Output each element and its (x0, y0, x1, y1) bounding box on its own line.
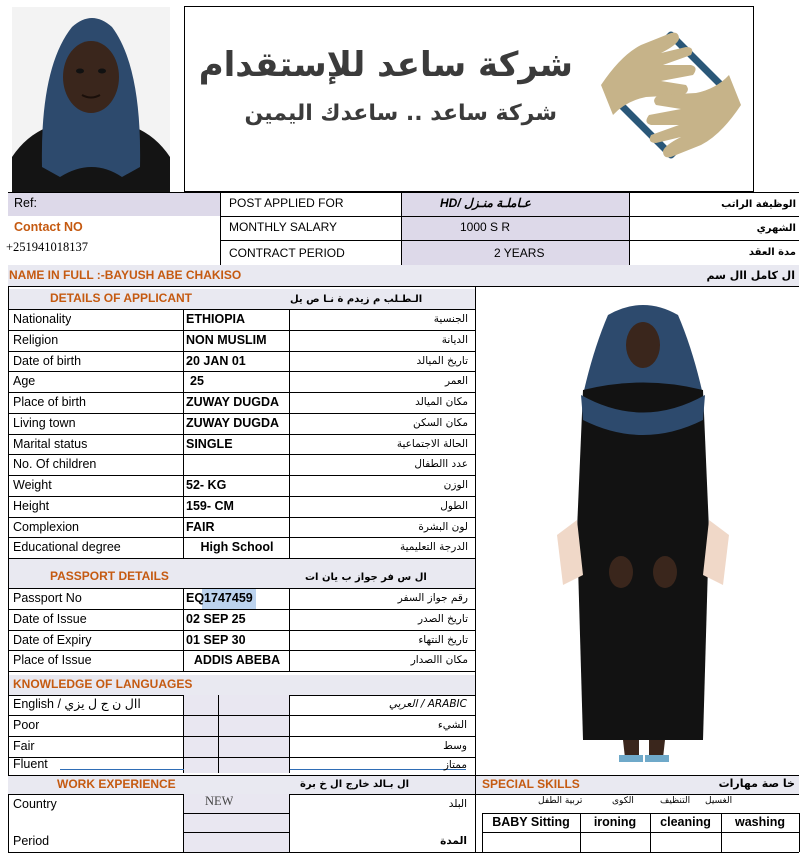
post-label: POST APPLIED FOR (229, 196, 344, 211)
details-row-label: Nationality (13, 312, 72, 326)
passport-row-label-ar: تاريخ النتهاء (418, 633, 468, 646)
work-country-ar: البلد (448, 798, 467, 811)
full-name-label-ar: ال كامل اال سم (706, 268, 795, 282)
skills-title-ar: خا صة مهارات (718, 777, 795, 791)
details-row-label-ar: الجنسية (433, 313, 468, 326)
work-period-label: Period (13, 834, 50, 849)
lang-poor-ar: الشيء (437, 718, 467, 731)
details-row-value: 52- KG (186, 478, 227, 492)
details-row-label-ar: الوزن (443, 479, 468, 492)
ref-label: Ref: (14, 196, 37, 211)
lang-fluent-label: Fluent (13, 758, 48, 772)
languages-title: KNOWLEDGE OF LANGUAGES (13, 677, 193, 692)
work-title: WORK EXPERIENCE (57, 776, 176, 791)
details-row-label: Educational degree (13, 540, 121, 555)
details-row-value: NON MUSLIM (186, 332, 267, 347)
details-row-value: ZUWAY DUGDA (186, 395, 280, 409)
passport-title: PASSPORT DETAILS (50, 569, 169, 584)
skill-ironing-ar: الكوى (612, 796, 634, 807)
details-row-label-ar: عدد االطفال (414, 458, 468, 471)
work-period-ar: المدة (440, 835, 467, 848)
details-row-label-ar: الدرجة التعليمية (399, 541, 468, 554)
skill-ironing: ironing (593, 815, 637, 830)
details-row-value: ZUWAY DUGDA (186, 415, 280, 430)
passport-row-value: 01 SEP 30 (186, 632, 246, 647)
passport-row-value: EQ1747459 (186, 589, 288, 609)
post-label-ar: الوظيفة الراتب (721, 198, 796, 210)
details-row-label-ar: مكان الميالد (415, 396, 468, 409)
arabic-label: العربي / ARABIC (388, 698, 467, 711)
skills-title: SPECIAL SKILLS (482, 776, 580, 791)
details-row-label: Height (13, 498, 50, 513)
details-row-value: FAIR (186, 519, 215, 534)
details-row-value: 159- CM (186, 498, 234, 513)
details-row-value (186, 455, 288, 475)
full-body-photo (553, 300, 733, 770)
details-row-value: 20 JAN 01 (186, 353, 246, 368)
details-row-label-ar: تاريخ الميالد (416, 354, 468, 367)
contact-phone: +251941018137 (6, 240, 89, 255)
passport-row-value: 02 SEP 25 (186, 611, 246, 626)
passport-row-value: ADDIS ABEBA (193, 653, 281, 668)
details-row-label: No. Of children (13, 457, 97, 472)
details-row-label-ar: الطول (440, 499, 468, 512)
details-row-value: 25 (190, 374, 204, 389)
salary-label-ar: الشهري (756, 222, 796, 234)
passport-title-ar: ال س فر جواز ب يان ات (305, 571, 427, 583)
passport-row-label-ar: مكان االصدار (410, 654, 468, 667)
work-title-ar: ال بـالد خارج ال خ برة (300, 779, 410, 790)
details-row-value: SINGLE (186, 436, 233, 451)
details-row-label: Weight (13, 478, 52, 492)
company-slogan-ar: شركة ساعد .. ساعدك اليمين (244, 101, 557, 126)
passport-row-label-ar: تاريخ الصدر (417, 612, 468, 625)
passport-row-label: Date of Expiry (13, 632, 92, 647)
details-row-label-ar: الديانة (441, 333, 468, 346)
contract-label-ar: مدة العقد (748, 246, 796, 258)
passport-row-label: Date of Issue (13, 611, 87, 626)
skill-washing-ar: الغسيل (705, 796, 733, 807)
lang-fair-ar: وسط (443, 739, 467, 752)
skill-babysitting-ar: تربية الطفل (538, 796, 583, 807)
details-row-label: Religion (13, 332, 59, 347)
details-row-label: Age (13, 374, 36, 389)
company-logo-box (184, 6, 754, 192)
helping-hands-logo-icon (591, 25, 751, 163)
full-name: NAME IN FULL :-BAYUSH ABE CHAKISO (9, 268, 242, 283)
skill-washing: washing (734, 815, 785, 830)
company-name-ar: شركة ساعد للإستقدام (198, 45, 573, 85)
lang-fair-label: Fair (13, 738, 35, 753)
contract-value: 2 YEARS (494, 246, 545, 261)
details-title-ar: الـطـلب م زيدم ة نـا ص يل (290, 293, 423, 305)
lang-poor-label: Poor (13, 717, 40, 732)
details-row-label: Living town (13, 415, 76, 430)
contract-label: CONTRACT PERIOD (229, 246, 345, 261)
contact-label: Contact NO (14, 220, 83, 235)
portrait-photo (12, 7, 170, 192)
lang-fluent-ar: ممتاز (443, 759, 467, 772)
passport-row-label: Passport No (13, 591, 82, 605)
skill-babysitting: BABY Sitting (492, 815, 570, 830)
details-row-value: ETHIOPIA (186, 312, 246, 326)
details-row-label-ar: لون البشرة (418, 520, 468, 533)
details-row-value: High School (200, 540, 274, 555)
passport-row-label-ar: رقم جواز السفر (397, 592, 468, 605)
skill-cleaning: cleaning (660, 815, 711, 830)
skill-cleaning-ar: التنظيف (660, 796, 691, 807)
post-value: HD/ عـاملـة منـزل (440, 196, 531, 211)
work-country-label: Country (13, 797, 57, 812)
english-label: English / اال ن ج ل يزي (13, 697, 141, 712)
details-row-label: Date of birth (13, 353, 82, 368)
salary-value: 1000 S R (460, 220, 511, 235)
passport-row-label: Place of Issue (13, 653, 92, 668)
details-row-label: Marital status (13, 436, 88, 451)
details-row-label-ar: العمر (444, 375, 468, 388)
details-row-label-ar: مكان السكن (413, 416, 468, 429)
details-row-label-ar: الحالة الاجتماعية (396, 437, 468, 450)
details-row-label: Place of birth (13, 395, 86, 409)
details-title: DETAILS OF APPLICANT (50, 291, 192, 306)
salary-label: MONTHLY SALARY (229, 220, 338, 235)
details-row-label: Complexion (13, 519, 80, 534)
work-country-value: NEW (205, 794, 234, 809)
